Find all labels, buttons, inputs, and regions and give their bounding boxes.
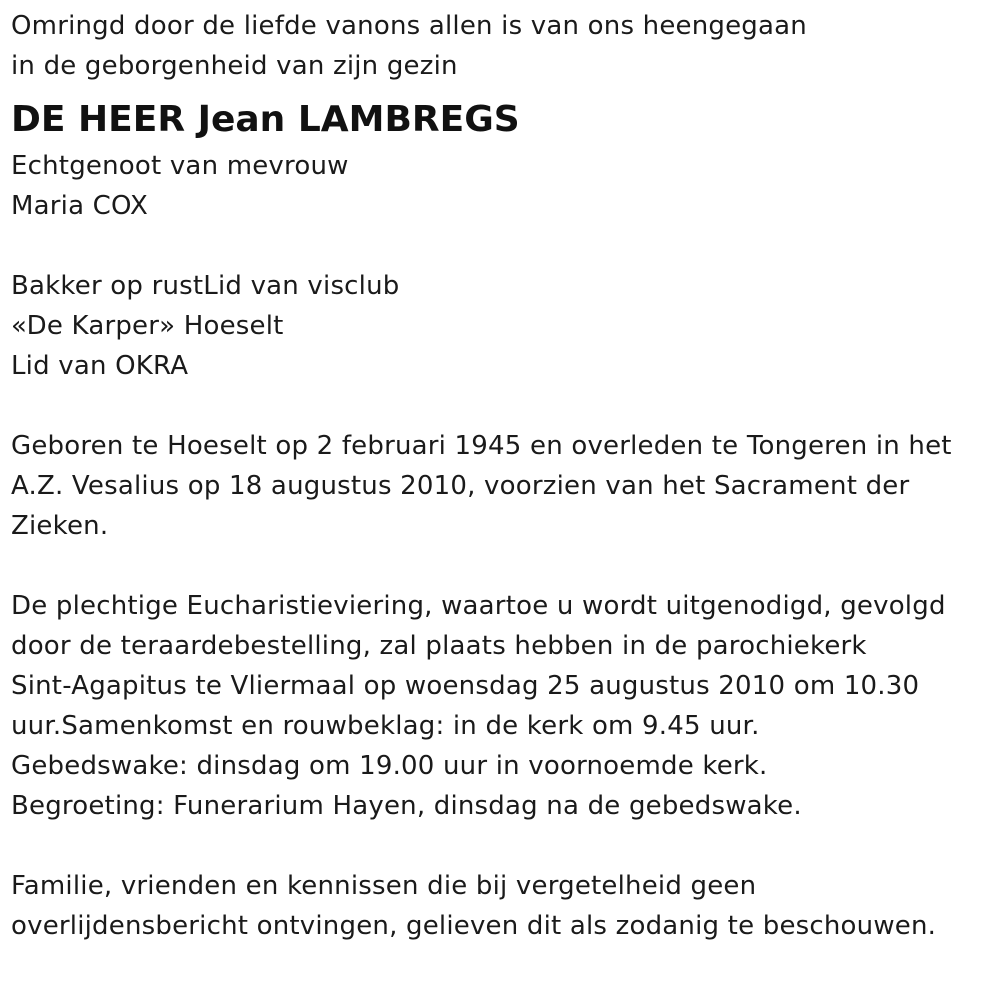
ceremony-paragraph <box>11 586 986 826</box>
deceased-name: DE HEER Jean LAMBREGS <box>11 99 520 140</box>
ceremony-line: Begroeting: Funerarium Hayen, dinsdag na de gebedswake. <box>11 791 802 821</box>
intro-paragraph <box>11 6 986 86</box>
spouse-paragraph <box>11 146 986 226</box>
ceremony-line: Sint-Agapitus te Vliermaal op woensdag 25 augustus 2010 om 10.30 <box>11 671 920 701</box>
intro-line: Omringd door de liefde vanons allen is van ons heengegaan <box>11 11 807 41</box>
role-line: Lid van OKRA <box>11 351 189 381</box>
birth-death-paragraph <box>11 426 986 546</box>
closing-line: overlijdensbericht ontvingen, gelieven dit als zodanig te beschouwen. <box>11 911 937 941</box>
paragraph-spacer <box>11 826 986 866</box>
ceremony-line: De plechtige Eucharistieviering, waartoe u wordt uitgenodigd, gevolgd <box>11 591 946 621</box>
birth-death-line: Zieken. <box>11 511 109 541</box>
closing-paragraph <box>11 866 986 946</box>
paragraph-spacer <box>11 226 986 266</box>
paragraph-spacer <box>11 386 986 426</box>
paragraph-spacer <box>11 546 986 586</box>
spouse-line: Maria COX <box>11 191 149 221</box>
death-notice <box>11 6 986 946</box>
roles-paragraph <box>11 266 986 386</box>
ceremony-line: door de teraardebestelling, zal plaats hebben in de parochiekerk <box>11 631 867 661</box>
ceremony-line: Gebedswake: dinsdag om 19.00 uur in voornoemde kerk. <box>11 751 768 781</box>
birth-death-line: Geboren te Hoeselt op 2 februari 1945 en overleden te Tongeren in het <box>11 431 952 461</box>
birth-death-line: A.Z. Vesalius op 18 augustus 2010, voorzien van het Sacrament der <box>11 471 910 501</box>
role-line: Bakker op rustLid van visclub <box>11 271 400 301</box>
ceremony-line: uur.Samenkomst en rouwbeklag: in de kerk om 9.45 uur. <box>11 711 760 741</box>
spouse-line: Echtgenoot van mevrouw <box>11 151 349 181</box>
role-line: «De Karper» Hoeselt <box>11 311 284 341</box>
intro-line: in de geborgenheid van zijn gezin <box>11 51 458 81</box>
closing-line: Familie, vrienden en kennissen die bij vergetelheid geen <box>11 871 757 901</box>
